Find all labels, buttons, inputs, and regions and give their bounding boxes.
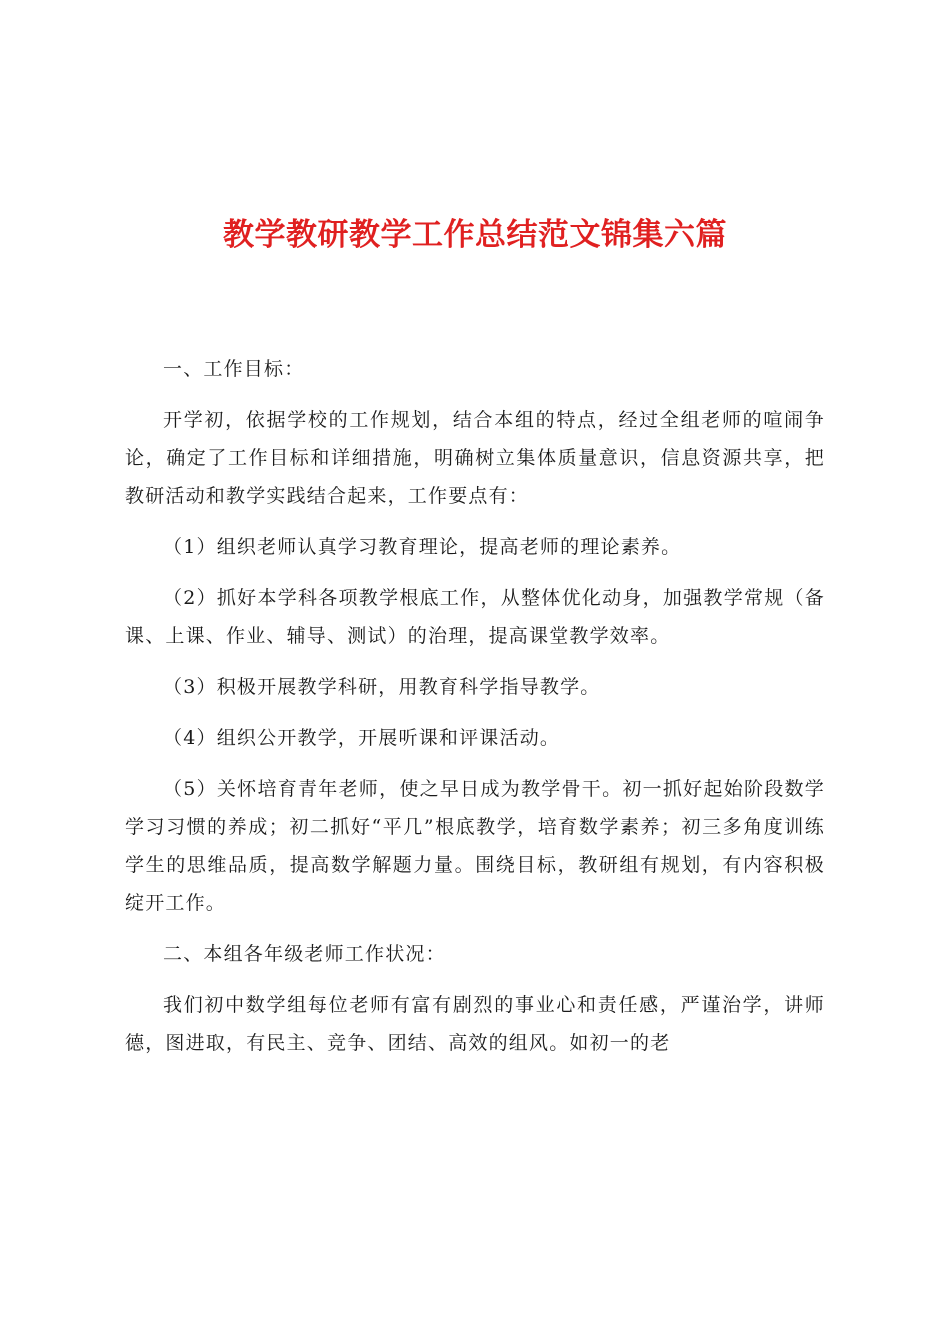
- paragraph: 我们初中数学组每位老师有富有剧烈的事业心和责任感，严谨治学，讲师德，图进取，有民主、竞争、团结、高效的组风。如初一的老: [125, 994, 825, 1054]
- list-item-1: （1）组织老师认真学习教育理论，提高老师的理论素养。: [163, 536, 682, 558]
- document-body: [125, 350, 825, 1075]
- list-item-4: （4）组织公开教学，开展听课和评课活动。: [163, 727, 561, 749]
- paragraph: 开学初，依据学校的工作规划，结合本组的特点，经过全组老师的喧闹争论，确定了工作目标和详细措施，明确树立集体质量意识，信息资源共享，把教研活动和教学实践结合起来，工作要点有：: [125, 409, 825, 507]
- document-title: 教学教研教学工作总结范文锦集六篇: [223, 217, 727, 253]
- list-item-2: （2）抓好本学科各项教学根底工作，从整体优化动身，加强教学常规（备课、上课、作业、辅导、测试）的治理，提高课堂教学效率。: [125, 587, 825, 647]
- section-heading-goals: 一、工作目标：: [163, 358, 305, 380]
- list-item-3: （3）积极开展教学科研，用教育科学指导教学。: [163, 676, 601, 698]
- section-heading-status: 二、本组各年级老师工作状况：: [163, 943, 446, 965]
- list-item-5: （5）关怀培育青年老师，使之早日成为教学骨干。初一抓好起始阶段数学学习习惯的养成；初二抓好“平几”根底教学，培育数学素养；初三多角度训练学生的思维品质，提高数学解题力量。围绕目标，教研组有规划，有内容积极绽开工作。: [125, 778, 825, 914]
